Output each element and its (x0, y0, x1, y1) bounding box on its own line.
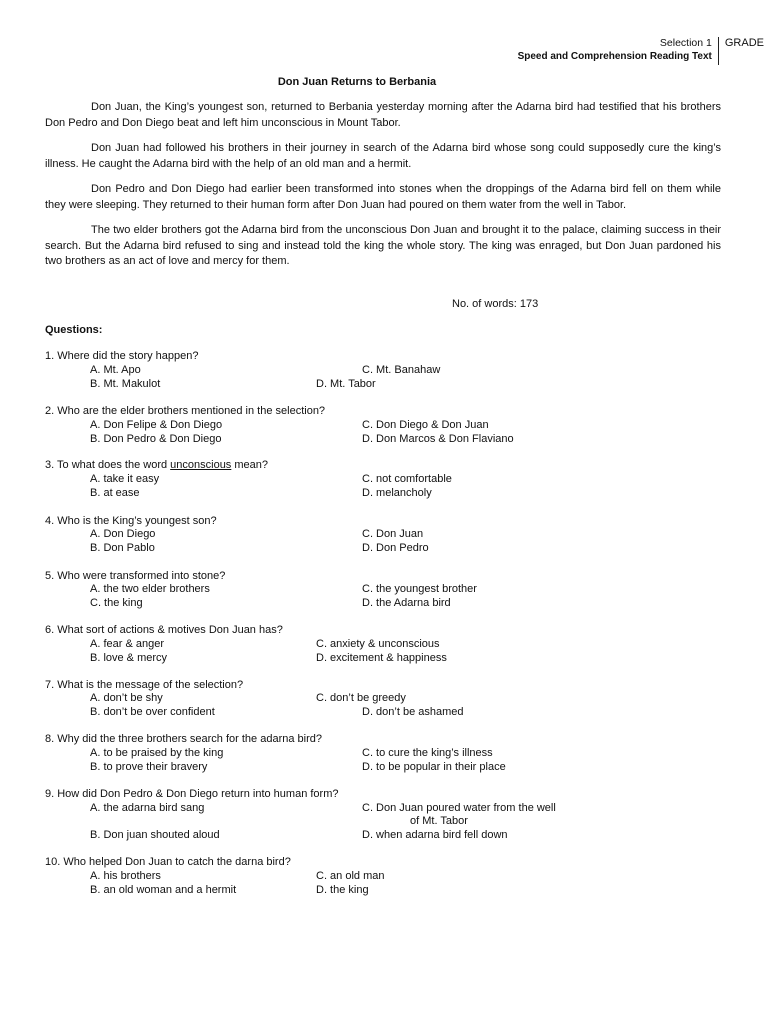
option-d: D. to be popular in their place (362, 761, 506, 773)
option-c: C. Don Juan poured water from the well (362, 802, 556, 814)
question-7 (45, 678, 243, 692)
option-d: D. melancholy (362, 487, 432, 499)
story-paragraph: The two elder brothers got the Adarna bird from the unconscious Don Juan and brought it to the palace, claiming success in their search. But the Adarna bird refused to sing and instead told the king the whole story. The king was enraged, but Don Juan pardoned his two brothers as an act of love and mercy for them. (45, 224, 721, 267)
question-6 (45, 623, 283, 637)
option-a: A. to be praised by the king (90, 747, 224, 759)
option-d: D. the king (316, 884, 369, 896)
question-stem: 10. Who helped Don Juan to catch the darna bird? (45, 856, 291, 868)
question-stem: 5. Who were transformed into stone? (45, 570, 226, 582)
option-c-continued: of Mt. Tabor (410, 815, 468, 827)
option-a: A. fear & anger (90, 638, 164, 650)
option-d: D. the Adarna bird (362, 597, 451, 609)
option-c: C. to cure the king’s illness (362, 747, 493, 759)
underlined-word: unconscious (170, 459, 232, 471)
option-a: A. the adarna bird sang (90, 802, 205, 814)
question-8 (45, 732, 322, 746)
option-d: D. Don Pedro (362, 542, 429, 554)
question-3 (45, 458, 268, 472)
question-stem (45, 459, 268, 471)
questions-heading: Questions: (45, 324, 103, 336)
grade-label: GRADE (724, 37, 764, 49)
option-a: A. take it easy (90, 473, 160, 485)
option-c: C. an old man (316, 870, 385, 882)
option-a: A. Don Diego (90, 528, 156, 540)
word-count: No. of words: 173 (452, 298, 539, 310)
option-b: B. don’t be over confident (90, 706, 215, 718)
story-text (45, 100, 721, 280)
question-9 (45, 787, 339, 801)
option-a: A. Mt. Apo (90, 364, 141, 376)
header-lines (518, 37, 718, 63)
option-d: D. Mt. Tabor (316, 378, 376, 390)
option-d: D. don’t be ashamed (362, 706, 464, 718)
option-b: B. Mt. Makulot (90, 378, 161, 390)
option-c: C. the youngest brother (362, 583, 477, 595)
question-5 (45, 569, 225, 583)
question-1 (45, 349, 198, 363)
question-stem: 9. How did Don Pedro & Don Diego return into human form? (45, 788, 339, 800)
header-subtitle: Speed and Comprehension Reading Text (517, 51, 712, 62)
question-stem: 7. What is the message of the selection? (45, 679, 244, 691)
option-c: C. Don Diego & Don Juan (362, 419, 489, 431)
option-b: B. at ease (90, 487, 140, 499)
option-c: C. anxiety & unconscious (316, 638, 440, 650)
stem-text: 3. To what does the word (45, 459, 171, 471)
question-stem: 8. Why did the three brothers search for the adarna bird? (45, 733, 322, 745)
option-b: B. love & mercy (90, 652, 168, 664)
question-stem: 6. What sort of actions & motives Don Juan has? (45, 624, 283, 636)
story-paragraph: Don Pedro and Don Diego had earlier been transformed into stones when the droppings of the Adarna bird fell on them while they were sleeping. They returned to their human form after Don Juan had poured on them water from the well in Tabor. (45, 183, 721, 211)
option-c: C. not comfortable (362, 473, 452, 485)
selection-label: Selection 1 (659, 37, 712, 49)
option-d: D. Don Marcos & Don Flaviano (362, 433, 514, 445)
question-stem: 4. Who is the King’s youngest son? (45, 515, 217, 527)
option-a: A. his brothers (90, 870, 161, 882)
stem-text: mean? (231, 459, 269, 471)
story-paragraph: Don Juan, the King’s youngest son, returned to Berbania yesterday morning after the Adarna bird had testified that his brothers Don Pedro and Don Diego beat and left him unconscious in Mount Tabor. (45, 101, 721, 129)
option-d: D. when adarna bird fell down (362, 829, 508, 841)
option-d: D. excitement & happiness (316, 652, 447, 664)
question-stem: 1. Where did the story happen? (45, 350, 199, 362)
question-2 (45, 404, 325, 418)
story-paragraph: Don Juan had followed his brothers in their journey in search of the Adarna bird whose song could supposedly cure the king’s illness. He caught the Adarna bird with the help of an old man and a hermit. (45, 142, 721, 170)
page-header (518, 37, 764, 65)
option-b: B. Don Pablo (90, 542, 155, 554)
option-b: C. the king (90, 597, 143, 609)
option-b: B. to prove their bravery (90, 761, 208, 773)
question-4 (45, 514, 217, 528)
question-stem: 2. Who are the elder brothers mentioned in the selection? (45, 405, 326, 417)
option-c: C. Don Juan (362, 528, 424, 540)
option-b: B. Don juan shouted aloud (90, 829, 220, 841)
option-a: A. Don Felipe & Don Diego (90, 419, 223, 431)
option-c: C. don’t be greedy (316, 692, 406, 704)
option-a: A. don’t be shy (90, 692, 163, 704)
option-b: B. an old woman and a hermit (90, 884, 237, 896)
option-b: B. Don Pedro & Don Diego (90, 433, 222, 445)
option-c: C. Mt. Banahaw (362, 364, 441, 376)
story-title: Don Juan Returns to Berbania (277, 76, 437, 88)
option-a: A. the two elder brothers (90, 583, 210, 595)
question-10 (45, 855, 291, 869)
